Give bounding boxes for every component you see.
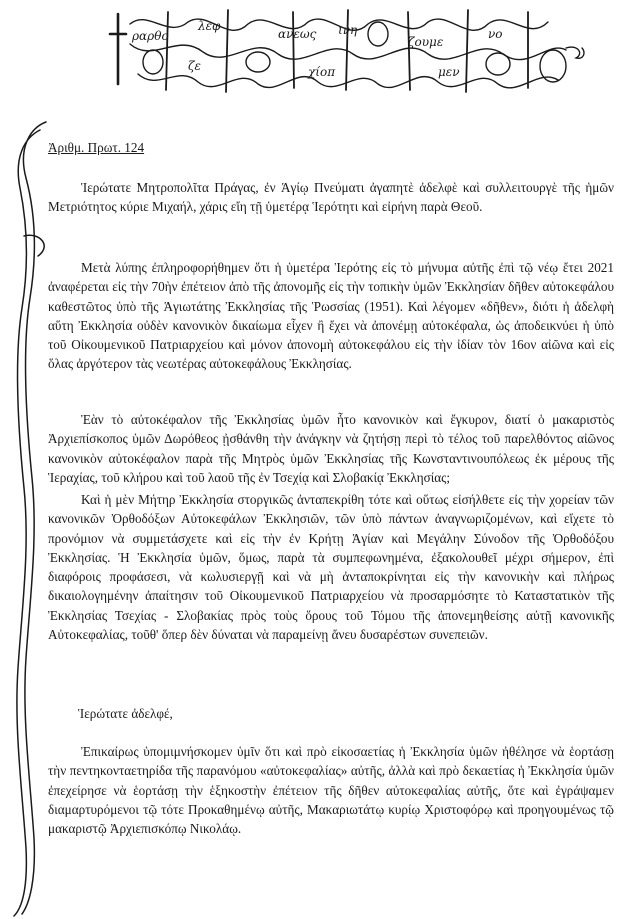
salutation: Ἱερώτατε ἀδελφέ,	[78, 706, 173, 721]
svg-text:χίοπ: χίοπ	[308, 65, 336, 79]
svg-text:μεν: μεν	[438, 65, 460, 79]
paragraph-text: Ἐπικαίρως ὑπομιμνήσκομεν ὑμῖν ὅτι καὶ πρὸ εἰκοσαετίας ἡ Ἐκκλησία ὑμῶν ἠθέλησε νὰ ἑορτάσῃ τὴν πεντηκονταετηρίδα τῆς παρανόμου «αὐτοκεφαλίας» αὐτῆς, ἀλλὰ καὶ πρὸ δεκαετίας ἡ Ἐκκλησία ὑμῶν ἐπεχείρησε νὰ ἑορτάσῃ τὴν ἑξηκοστὴν ἐπέτειον τῆς δῆθεν αὐτοκεφαλίας αὐτῆς, ὅτε καὶ ἐγράψαμεν διαμαρτυρόμενοι τῷ τότε Προκαθημένῳ αὐτῆς, Μακαριωτάτῳ κυρίῳ Χριστοφόρῳ καὶ προηγουμένως τῷ μακαριστῷ Ἀρχιεπισκόπῳ Νικολάῳ.	[48, 744, 614, 837]
patriarchal-signature-icon	[108, 4, 588, 102]
body-paragraph-1	[48, 178, 614, 217]
body-paragraph-2	[48, 258, 614, 374]
body-paragraph-3	[48, 410, 614, 487]
paragraph-text: Ἐὰν τὸ αὐτοκέφαλον τῆς Ἐκκλησίας ὑμῶν ἦτο κανονικὸν καὶ ἔγκυρον, διατί ὁ μακαριστὸς Ἀρχιεπίσκοπος ὑμῶν Δωρόθεος ᾐσθάνθη τὴν ἀνάγκην νὰ ζητήσῃ περὶ τὸ τέλος τοῦ παρελθόντος αἰῶνος κανονικὸν αὐτοκέφαλον παρὰ τῆς Μητρὸς ὑμῶν Ἐκκλησίας τῆς Κωνσταντινουπόλεως ἐκ μέρους τῆς Ἱεραχίας, τοῦ κλήρου καὶ τοῦ λαοῦ τῆς ἐν Τσεχίᾳ καὶ Σλοβακίᾳ Ἐκκλησίας;	[48, 412, 614, 485]
paragraph-text: Μετὰ λύπης ἐπληροφορήθημεν ὅτι ἡ ὑμετέρα Ἱερότης εἰς τὸ μήνυμα αὐτῆς ἐπὶ τῷ νέῳ ἔτει 2021 ἀναφέρεται εἰς τὴν 70ὴν ἐπέτειον ἀπὸ τῆς ἀπονομῆς εἰς τὴν τοπικὴν ὑμῶν Ἐκκλησίαν δῆθεν αὐτοκεφάλου καθεστῶτος ὑπὸ τῆς Ἁγιωτάτης Ἐκκλησίας τῆς Ῥωσσίας (1951). Καὶ λέγομεν «δῆθεν», διότι ἡ ἀδελφὴ αὕτη Ἐκκλησία οὐδὲν κανονικὸν δικαίωμα εἶχεν ἢ ἔχει νὰ ἀπονέμῃ αὐτοκέφαλα, ὡς ἀποδεικνύει ἡ ὑπὸ τοῦ Οἰκουμενικοῦ Πατριαρχείου καὶ μόνον ἀπονομὴ αὐτοκεφάλου εἰς τὴν ἰδίαν τὸν 16ον αἰῶνα καὶ εἰς ὅλας ἀργότερον τὰς νεωτέρας αὐτοκεφάλους Ἐκκλησίας.	[48, 260, 614, 372]
svg-text:νο: νο	[488, 27, 503, 41]
closing-paragraph	[48, 742, 614, 838]
svg-text:ινη: ινη	[338, 23, 358, 37]
paragraph-text: Ἱερώτατε Μητροπολῖτα Πράγας, ἐν Ἁγίῳ Πνεύματι ἀγαπητὲ ἀδελφὲ καὶ συλλειτουργὲ τῆς ἡμῶν Μετριότητος κύριε Μιχαήλ, χάρις εἴη τῇ ὑμετέρᾳ Ἱερότητι καὶ εἰρήνη παρὰ Θεοῦ.	[48, 180, 614, 215]
body-paragraph-4	[48, 490, 614, 644]
protocol-number: Ἀριθμ. Πρωτ. 124	[48, 140, 145, 155]
svg-text:ζουμε: ζουμε	[408, 35, 444, 49]
svg-text:ζε: ζε	[188, 59, 201, 73]
svg-text:ανεως: ανεως	[278, 27, 317, 41]
svg-text:λεφ: λεφ	[198, 19, 221, 33]
svg-text:ραρθο: ραρθο	[132, 29, 169, 43]
paragraph-text: Καὶ ἡ μὲν Μήτηρ Ἐκκλησία στοργικῶς ἀνταπεκρίθη τότε καὶ οὕτως εἰσήλθετε εἰς τὴν χορείαν τῶν κανονικῶν Ὀρθοδόξων Αὐτοκεφάλων Ἐκκλησιῶν, τῶν ὑπὸ πάντων ἀναγνωριζομένων, καὶ εἴχετε τὸ προνόμιον νὰ συμμετάσχετε καὶ εἰς τὴν ἐν Κρήτῃ Ἁγίαν καὶ Μεγάλην Σύνοδον τῆς Ὀρθοδόξου Ἐκκλησίας. Ἡ Ἐκκλησία ὑμῶν, ὅμως, παρὰ τὰ συμπεφωνημένα, ἐξακολουθεῖ μέχρι σήμερον, ἐπὶ διαφόροις προφάσεσι, νὰ κωλυσιεργῇ καὶ νὰ μὴ ἀνταποκρίνηται εἰς τὴν κανονικὴν καὶ πλήρως δικαιολογημένην ἀπαίτησιν τοῦ Οἰκουμενικοῦ Πατριαρχείου νὰ προσαρμόσητε τὸ Καταστατικὸν τῆς Ἐκκλησίας Τσεχίας - Σλοβακίας πρὸς τοὺς ὅρους τοῦ Τόμου τῆς ἀπονεμηθείσης αὐτῇ κανονικῆς Αὐτοκεφαλίας, τοῦθ' ὅπερ δὲν δύναται νὰ παραμείνῃ ἄνευ δυσαρέστων συνεπειῶν.	[48, 492, 614, 643]
